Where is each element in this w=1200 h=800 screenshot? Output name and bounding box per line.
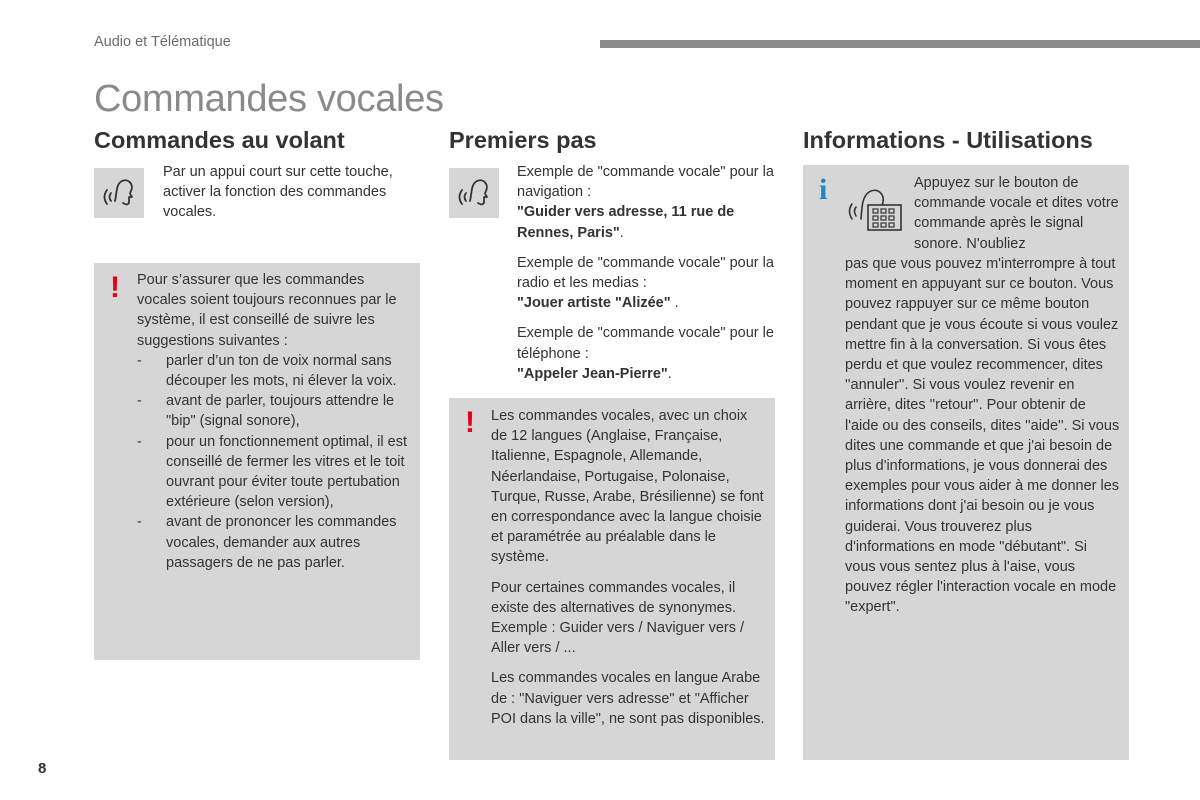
info-icon: i <box>819 173 828 206</box>
column-title-information: Informations - Utilisations <box>803 127 1093 153</box>
page-number: 8 <box>38 760 47 777</box>
command-example: "Jouer artiste "Alizée" <box>517 295 671 312</box>
command-example: "Appeler Jean-Pierre" <box>517 365 668 382</box>
arabic-note-text: Les commandes vocales en langue Arabe de : "Naviguer vers adresse" et "Afficher POI dans la ville", ne sont pas disponibles. <box>491 670 765 727</box>
warning-icon: ! <box>465 406 475 439</box>
tips-list <box>137 351 413 573</box>
languages-text: Les commandes vocales, avec un choix de 12 langues (Anglaise, Française, Italienne, Espagnole, Allemande, Néerlandaise, Portugaise, Polonaise, Turque, Russe, Arabe, Brésilienne) se font en correspondance avec la langue choisie et paramétrée au préalable dans le système. <box>491 408 764 566</box>
warning-box-voice-tips <box>94 263 420 660</box>
page-title: Commandes vocales <box>94 78 444 120</box>
warning-icon: ! <box>110 271 120 304</box>
voice-command-icon <box>94 168 144 218</box>
list-item: - avant de prononcer les commandes vocales, demander aux autres passagers de ne pas parler. <box>137 514 397 571</box>
column-title-steering: Commandes au volant <box>94 127 345 153</box>
column-title-first-steps: Premiers pas <box>449 127 597 153</box>
example-phone: Exemple de "commande vocale" pour le téléphone : "Appeler Jean-Pierre". <box>517 325 774 382</box>
steering-button-text: Par un appui court sur cette touche, activer la fonction des commandes vocales. <box>163 164 393 221</box>
example-navigation: Exemple de "commande vocale" pour la navigation : "Guider vers adresse, 11 rue de Rennes, Paris". <box>517 164 774 241</box>
warning-intro: Pour s’assurer que les commandes vocales soient toujours reconnues par le système, il est conseillé de suivre les suggestions suivantes : <box>137 272 397 349</box>
info-text-top: Appuyez sur le bouton de commande vocale et dites votre commande après le signal sonore. N'oubliez <box>914 175 1119 252</box>
synonyms-text: Pour certaines commandes vocales, il existe des alternatives de synonymes. Exemple : Guider vers / Naviguer vers / Aller vers / ... <box>491 579 745 657</box>
list-item: - pour un fonctionnement optimal, il est conseillé de fermer les vitres et le toit ouvrant pour éviter toute pertubation extérieure (selon version), <box>137 433 407 511</box>
command-example: "Guider vers adresse, 11 rue de Rennes, Paris" <box>517 204 735 241</box>
example-media: Exemple de "commande vocale" pour la radio et les medias : "Jouer artiste "Alizée" . <box>517 254 774 312</box>
info-text-body: pas que vous pouvez m'interrompre à tout moment en appuyant sur ce bouton. Vous pouvez rappuyer sur ce même bouton pendant que je vous écoute si vous voulez mettre fin à la conversation. Si vous êtes perdu et que voulez recommencer, dites ''annuler''. Si vous voulez revenir en arrière, dites ''retour''. Pour obtenir de l'aide ou des conseils, dites ''aide''. Si vous dites une commande et que j'ai besoin de plus d'informations, je vous donnerai des exemples pour vous aider à me donner les informations dont j'ai besoin ou je vous guiderai. Vous trouverez plus d'informations en mode "débutant". Si vous vous sentez plus à l'aise, vous pouvez régler l'interaction vocale en mode "expert". <box>845 256 1120 616</box>
header-rule <box>600 40 1200 48</box>
info-box <box>803 165 1129 760</box>
list-item: - parler d’un ton de voix normal sans découper les mots, ni élever la voix. <box>137 352 397 390</box>
list-item: - avant de parler, toujours attendre le "bip" (signal sonore), <box>137 393 395 430</box>
warning-box-languages <box>449 398 775 760</box>
section-label: Audio et Télématique <box>94 34 231 50</box>
voice-keypad-icon <box>843 179 905 235</box>
voice-command-icon <box>449 168 499 218</box>
